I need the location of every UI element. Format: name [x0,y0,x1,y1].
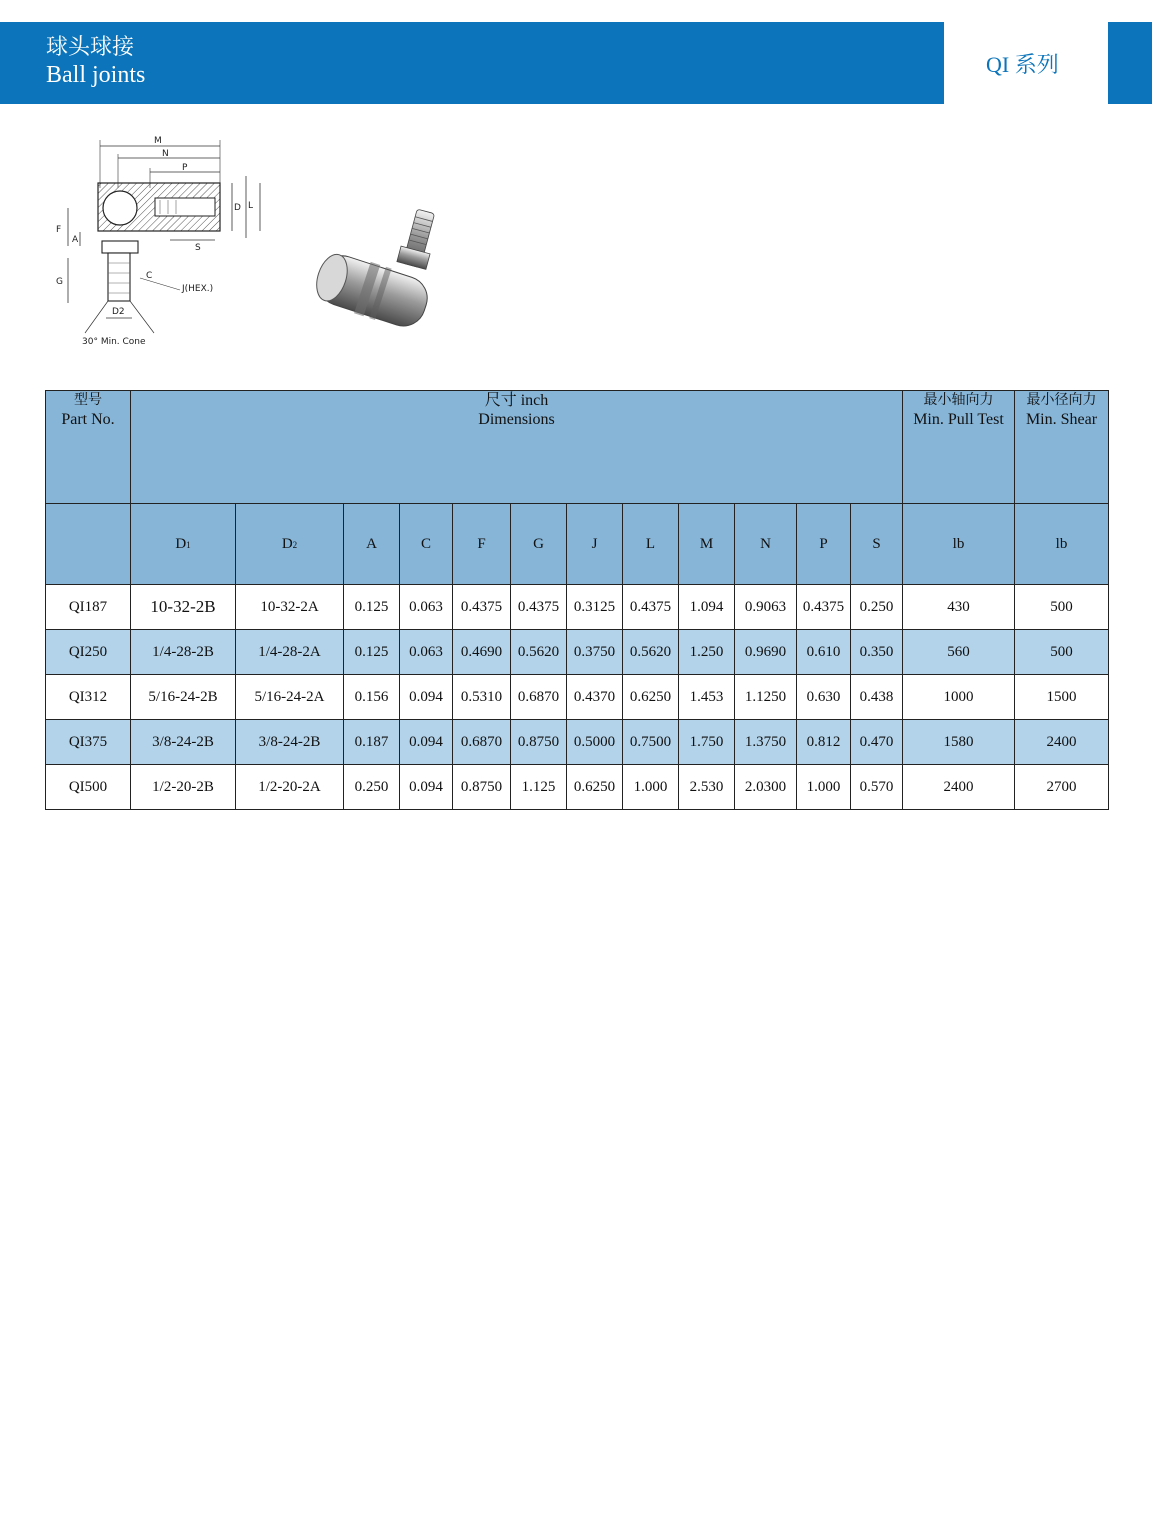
col-header-d2 [236,504,344,585]
label-d: D [234,203,241,213]
col-header-g: G [511,504,567,585]
label-m: M [154,136,162,146]
table-cell: 0.470 [851,720,903,765]
table-cell: 0.187 [344,720,400,765]
pull-label-en: Min. Pull Test [913,411,1004,428]
table-cell: 0.156 [344,675,400,720]
d2-base: D [281,535,293,552]
table-cell: 0.812 [797,720,851,765]
col-header-pull-unit: lb [903,504,1015,585]
table-cell: 500 [1015,630,1109,675]
table-cell: 0.570 [851,765,903,810]
table-cell: 5/16-24-2B [131,675,236,720]
part-number-cell: QI312 [46,675,131,720]
table-body [46,585,1109,810]
table-cell: 560 [903,630,1015,675]
table-cell: 1/4-28-2A [236,630,344,675]
table-row [46,630,1109,675]
label-p: P [182,163,188,173]
part-label-en: Part No. [61,411,115,428]
table-cell: 2400 [1015,720,1109,765]
table-cell: 0.063 [400,630,453,675]
table-cell: 10-32-2A [236,585,344,630]
table-cell: 2.0300 [735,765,797,810]
label-c: C [146,271,153,281]
table-cell: 1.1250 [735,675,797,720]
table-cell: 0.063 [400,585,453,630]
table-cell: 0.6250 [623,675,679,720]
side-tab [1108,22,1152,104]
spec-table [45,390,1109,810]
label-j-hex: J(HEX.) [182,284,214,294]
table-row [46,720,1109,765]
technical-drawing [50,128,290,353]
header-banner [0,22,944,104]
header-row-1 [46,391,1109,504]
table-cell: 0.250 [344,765,400,810]
table-cell: 0.6870 [453,720,511,765]
table-cell: 10-32-2B [131,585,236,630]
header-row-2 [46,504,1109,585]
table-cell: 0.250 [851,585,903,630]
label-l: L [248,201,254,211]
col-header-m: M [679,504,735,585]
table-cell: 3/8-24-2B [236,720,344,765]
table-cell: 0.6870 [511,675,567,720]
part-label-cn: 型号 [74,392,102,408]
table-cell: 0.3750 [567,630,623,675]
pull-test-header [903,391,1015,504]
table-cell: 0.4370 [567,675,623,720]
table-cell: 500 [1015,585,1109,630]
title-en: Ball joints [46,62,146,88]
table-cell: 0.610 [797,630,851,675]
table-cell: 0.6250 [567,765,623,810]
label-d2: D2 [112,307,125,317]
dimensions-header [131,391,903,504]
table-cell: 0.5310 [453,675,511,720]
empty-header-cell [46,504,131,585]
label-cone: 30° Min. Cone [82,337,146,347]
table-cell: 1.3750 [735,720,797,765]
table-cell: 2400 [903,765,1015,810]
table-cell: 1/2-20-2A [236,765,344,810]
table-cell: 0.4375 [453,585,511,630]
table-cell: 0.8750 [511,720,567,765]
col-header-l: L [623,504,679,585]
col-header-s: S [851,504,903,585]
shear-header [1015,391,1109,504]
col-header-shear-unit: lb [1015,504,1109,585]
table-cell: 1.000 [797,765,851,810]
table-cell: 1500 [1015,675,1109,720]
table-cell: 0.7500 [623,720,679,765]
table-cell: 1/4-28-2B [131,630,236,675]
shear-label-en: Min. Shear [1025,411,1098,428]
label-a: A [72,235,79,245]
table-cell: 0.9690 [735,630,797,675]
label-s: S [195,243,201,253]
table-cell: 0.4375 [797,585,851,630]
label-n: N [162,149,169,159]
shear-label-cn: 最小径向力 [1026,392,1097,408]
col-header-n: N [735,504,797,585]
label-g: G [56,277,63,287]
table-cell: 1/2-20-2B [131,765,236,810]
table-cell: 0.5000 [567,720,623,765]
table-cell: 2.530 [679,765,735,810]
part-number-cell: QI500 [46,765,131,810]
table-cell: 1580 [903,720,1015,765]
table-cell: 0.4375 [623,585,679,630]
table-cell: 3/8-24-2B [131,720,236,765]
col-header-j: J [567,504,623,585]
table-cell: 1.000 [623,765,679,810]
d1-base: D [175,535,187,552]
table-cell: 0.9063 [735,585,797,630]
table-cell: 0.438 [851,675,903,720]
table-cell: 1.125 [511,765,567,810]
col-header-a: A [344,504,400,585]
table-cell: 5/16-24-2A [236,675,344,720]
label-f: F [56,225,62,235]
table-cell: 0.125 [344,585,400,630]
table-cell: 1.453 [679,675,735,720]
part-number-cell: QI250 [46,630,131,675]
part-no-header [46,391,131,504]
table-cell: 0.094 [400,765,453,810]
table-cell: 0.094 [400,720,453,765]
product-photo [300,205,450,340]
table-cell: 0.4375 [511,585,567,630]
table-row [46,675,1109,720]
table-cell: 0.8750 [453,765,511,810]
col-header-f: F [453,504,511,585]
dim-label-cn: 尺寸 inch [484,392,549,409]
table-cell: 0.094 [400,675,453,720]
table-cell: 1000 [903,675,1015,720]
d1-sub: 1 [186,539,191,550]
series-label: QI 系列 [986,52,1059,77]
table-cell: 0.5620 [623,630,679,675]
pull-label-cn: 最小轴向力 [923,392,994,408]
dim-label-en: Dimensions [478,411,555,428]
table-row [46,765,1109,810]
table-cell: 0.125 [344,630,400,675]
table-cell: 430 [903,585,1015,630]
table-cell: 0.630 [797,675,851,720]
table-row [46,585,1109,630]
table-cell: 0.3125 [567,585,623,630]
col-header-p: P [797,504,851,585]
col-header-d1 [131,504,236,585]
col-header-c: C [400,504,453,585]
part-number-cell: QI375 [46,720,131,765]
table-cell: 1.094 [679,585,735,630]
table-cell: 0.350 [851,630,903,675]
part-number-cell: QI187 [46,585,131,630]
title-cn: 球头球接 [46,35,135,60]
table-cell: 2700 [1015,765,1109,810]
table-cell: 1.750 [679,720,735,765]
table-cell: 0.5620 [511,630,567,675]
d2-sub: 2 [292,539,298,550]
table-cell: 1.250 [679,630,735,675]
table-cell: 0.4690 [453,630,511,675]
